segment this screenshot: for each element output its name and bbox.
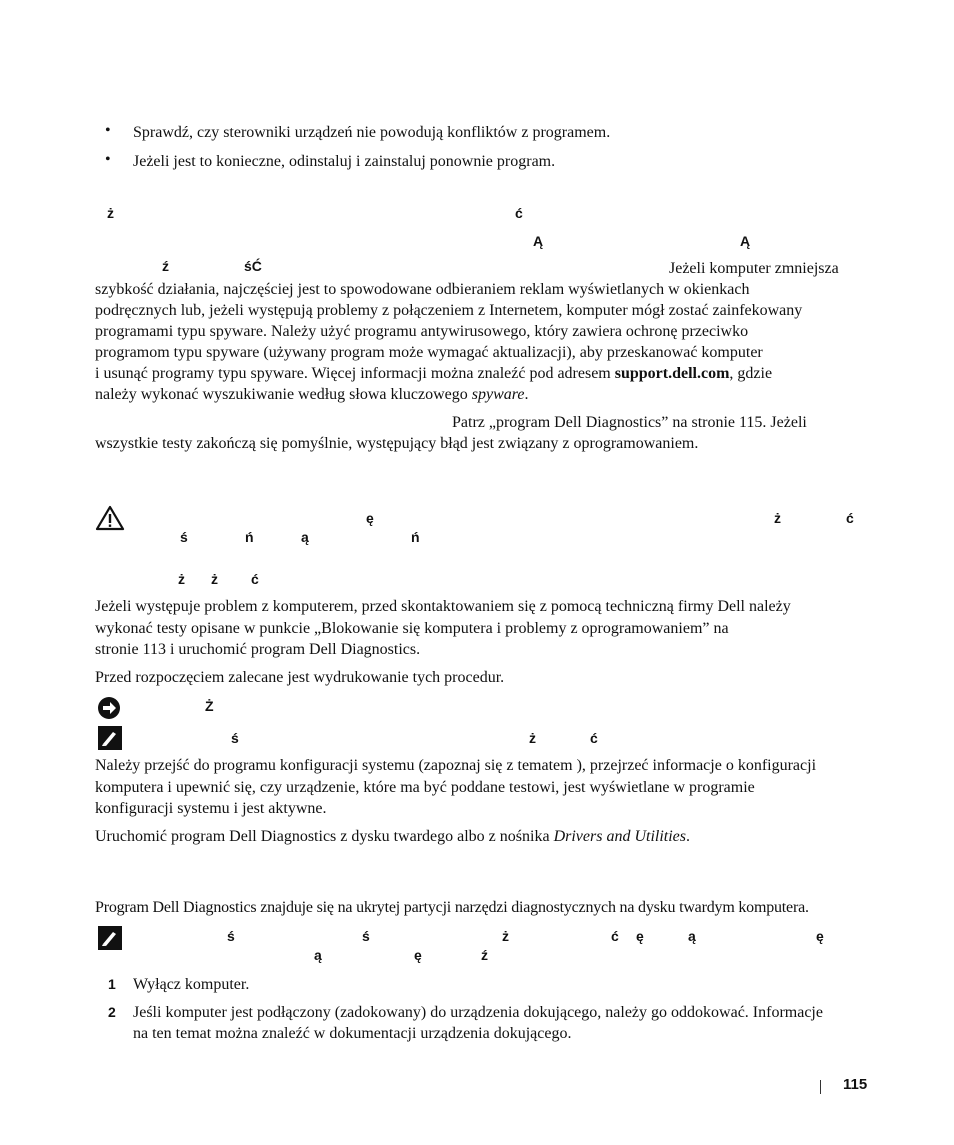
note-fragment: ą	[314, 947, 322, 963]
note-icon	[98, 726, 122, 750]
paragraph-heading-fragment: ź	[162, 258, 169, 274]
caution-icon	[95, 505, 125, 531]
diagnostics-text: wszystkie testy zakończą się pomyślnie, występujący błąd jest związany z oprogramowaniem.	[95, 435, 699, 452]
caution-fragment: ą	[301, 529, 309, 545]
section-heading-fragment: ć	[251, 571, 259, 587]
before-text: wykonać testy opisane w punkcie „Blokowanie się komputera i problemy z oprogramowaniem” na	[95, 620, 729, 637]
paragraph-heading-fragment: śĆ	[244, 258, 262, 274]
step-number: 2	[108, 1004, 116, 1020]
caution-fragment: ń	[411, 529, 420, 545]
bullet-text: Jeżeli jest to konieczne, odinstaluj i zainstaluj ponownie program.	[133, 153, 556, 170]
support-link[interactable]: support.dell.com	[614, 365, 730, 382]
spyware-text: programom typu spyware (używany program może wymagać aktualizacji), aby przeskanować komputer	[95, 344, 763, 361]
notice-icon	[97, 696, 123, 720]
before-text: stronie 113 i uruchomić program Dell Diagnostics.	[95, 641, 421, 658]
note-fragment: ę	[816, 928, 824, 944]
subheading-fragment: Ą	[740, 233, 751, 249]
note-fragment: ć	[611, 928, 619, 944]
spyware-text: szybkość działania, najczęściej jest to spowodowane odbieraniem reklam wyświetlanych w okienkach	[95, 281, 750, 298]
note-fragment: ś	[231, 730, 239, 746]
print-text: Przed rozpoczęciem zalecane jest wydrukowanie tych procedur.	[95, 669, 505, 686]
heading-fragment: ć	[515, 205, 523, 221]
step-text: na ten temat można znaleźć w dokumentacji urządzenia dokującego.	[133, 1025, 572, 1042]
note-fragment: ś	[227, 928, 235, 944]
heading-fragment: ż	[107, 205, 114, 221]
note-icon	[98, 926, 122, 950]
section-heading-fragment: ż	[178, 571, 185, 587]
spyware-text: Jeżeli komputer zmniejsza	[669, 260, 839, 277]
note-fragment: ż	[529, 730, 536, 746]
before-text: Jeżeli występuje problem z komputerem, przed skontaktowaniem się z pomocą techniczną firmy Dell należy	[95, 598, 791, 615]
bullet-text: Sprawdź, czy sterowniki urządzeń nie powodują konfliktów z programem.	[133, 124, 611, 141]
note-fragment: ś	[362, 928, 370, 944]
note-fragment: ę	[414, 947, 422, 963]
caution-fragment: ń	[245, 529, 254, 545]
bullet-marker: •	[105, 122, 111, 139]
spyware-text: podręcznych lub, jeżeli występują problemy z połączeniem z Internetem, komputer mógł zostać zainfekowany	[95, 302, 803, 319]
caution-fragment: ę	[366, 510, 374, 526]
partition-text: Program Dell Diagnostics znajduje się na ukrytej partycji narzędzi diagnostycznych na dysku twardym komputera.	[95, 899, 809, 916]
caution-fragment: ć	[846, 510, 854, 526]
section-heading-fragment: ż	[211, 571, 218, 587]
caution-fragment: ś	[180, 529, 188, 545]
setup-text: Należy przejść do programu konfiguracji systemu (zapoznaj się z tematem ), przejrzeć informacje o konfiguracji	[95, 757, 817, 774]
setup-text: konfiguracji systemu i jest aktywne.	[95, 800, 327, 817]
footer-separator	[820, 1080, 821, 1094]
spyware-text: należy wykonać wyszukiwanie według słowa kluczowego spyware.	[95, 386, 529, 403]
caution-fragment: ż	[774, 510, 781, 526]
subheading-fragment: Ą	[533, 233, 544, 249]
note-fragment: ę	[636, 928, 644, 944]
step-text: Jeśli komputer jest podłączony (zadokowany) do urządzenia dokującego, należy go oddokować. Informacje	[133, 1004, 823, 1021]
note-fragment: ż	[502, 928, 509, 944]
setup-text: komputera i upewnić się, czy urządzenie, które ma być poddane testowi, jest wyświetlane w programie	[95, 779, 755, 796]
notice-fragment: Ż	[205, 698, 214, 714]
note-fragment: ć	[590, 730, 598, 746]
note-fragment: ź	[481, 947, 488, 963]
spyware-text: programami typu spyware. Należy użyć programu antywirusowego, który zawiera ochronę przeciwko	[95, 323, 749, 340]
spyware-text: i usunąć programy typu spyware. Więcej informacji można znaleźć pod adresem support.dell.com, gdzie	[95, 365, 773, 382]
run-text: Uruchomić program Dell Diagnostics z dysku twardego albo z nośnika Drivers and Utilities.	[95, 828, 690, 845]
page-number: 115	[843, 1076, 868, 1093]
step-number: 1	[108, 976, 116, 992]
diagnostics-text: Patrz „program Dell Diagnostics” na stronie 115. Jeżeli	[452, 414, 807, 431]
note-fragment: ą	[688, 928, 696, 944]
step-text: Wyłącz komputer.	[133, 976, 250, 993]
bullet-marker: •	[105, 151, 111, 168]
